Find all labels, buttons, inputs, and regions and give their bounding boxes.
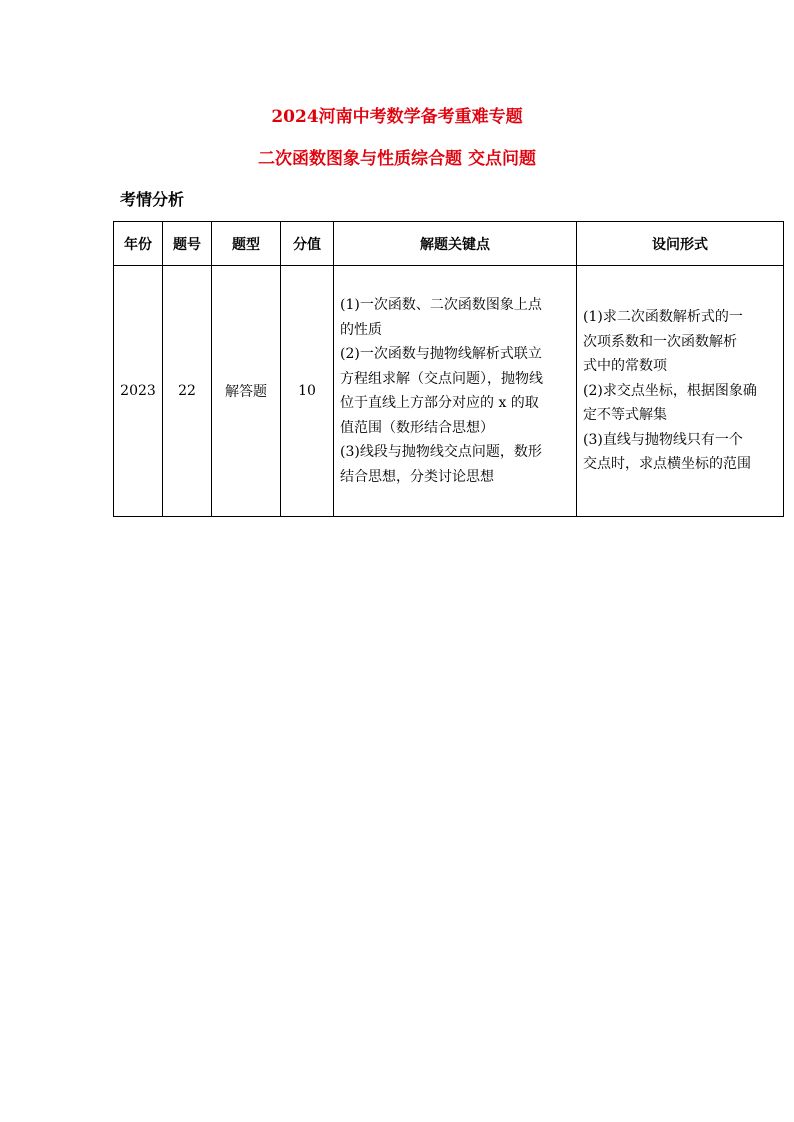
cell-type: 解答题 <box>212 266 281 517</box>
key-point-line: (2)一次函数与抛物线解析式联立 <box>340 346 542 362</box>
question-form-line: 交点时，求点横坐标的范围 <box>583 456 751 473</box>
cell-key-points <box>334 266 577 517</box>
column-header-score: 分值 <box>281 222 334 266</box>
question-form-line: 定不等式解集 <box>583 407 667 424</box>
table-header-row <box>114 222 784 266</box>
question-form-line: 式中的常数项 <box>583 358 667 375</box>
cell-question-forms <box>577 266 784 517</box>
exam-analysis-table <box>113 221 784 517</box>
key-point-line: 位于直线上方部分对应的 x 的取 <box>340 395 539 411</box>
column-header-question-forms: 设问形式 <box>577 222 784 266</box>
question-form-line: (3)直线与抛物线只有一个 <box>583 431 743 448</box>
document-subtitle: 二次函数图象与性质综合题 交点问题 <box>258 149 536 169</box>
table-row <box>114 266 784 517</box>
document-title: 2024河南中考数学备考重难专题 <box>271 107 523 127</box>
key-point-line: 结合思想，分类讨论思想 <box>340 468 494 485</box>
key-point-line: (3)线段与抛物线交点问题，数形 <box>340 444 542 460</box>
key-point-line: (1)一次函数、二次函数图象上点 <box>340 297 542 313</box>
column-header-key-points: 解题关键点 <box>334 222 577 266</box>
cell-year: 2023 <box>114 266 163 517</box>
column-header-number: 题号 <box>163 222 212 266</box>
section-heading: 考情分析 <box>120 190 185 209</box>
key-point-line: 方程组求解（交点问题），抛物线 <box>340 370 543 387</box>
key-point-line: 的性质 <box>340 321 382 338</box>
question-form-line: (2)求交点坐标，根据图象确 <box>583 382 757 399</box>
cell-number: 22 <box>163 266 212 517</box>
column-header-year: 年份 <box>114 222 163 266</box>
cell-score: 10 <box>281 266 334 517</box>
column-header-type: 题型 <box>212 222 281 266</box>
question-form-line: 次项系数和一次函数解析 <box>583 333 737 350</box>
key-point-line: 值范围（数形结合思想） <box>340 419 494 436</box>
question-form-line: (1)求二次函数解析式的一 <box>583 309 743 326</box>
